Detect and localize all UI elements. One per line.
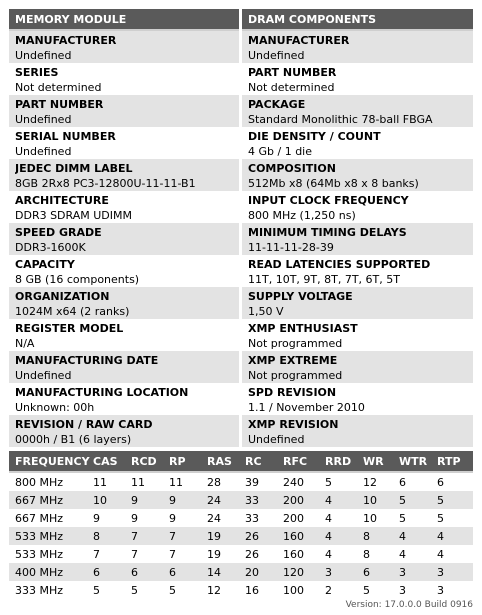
memory-module-label: JEDEC DIMM LABEL: [15, 162, 133, 175]
timing-cell: 800 MHz: [9, 472, 87, 491]
dram-component-row: [242, 319, 473, 351]
memory-module-row: [9, 255, 239, 287]
timing-cell: 7: [163, 527, 201, 545]
memory-module-row: [9, 31, 239, 63]
timing-cell: 120: [277, 563, 319, 581]
memory-module-value: Undefined: [15, 113, 72, 126]
timing-cell: 4: [319, 527, 357, 545]
dram-component-value: 11-11-11-28-39: [248, 241, 334, 254]
timing-cell: 19: [201, 527, 239, 545]
timing-column-header: FREQUENCY: [9, 451, 87, 472]
dram-component-row: [242, 255, 473, 287]
dram-component-value: Not programmed: [248, 369, 343, 382]
timing-cell: 3: [393, 563, 431, 581]
memory-module-value: Undefined: [15, 369, 72, 382]
timing-cell: 5: [357, 581, 393, 599]
timing-cell: 33: [239, 509, 277, 527]
timing-cell: 6: [357, 563, 393, 581]
timing-cell: 9: [125, 491, 163, 509]
timing-cell: 7: [125, 545, 163, 563]
memory-module-label: MANUFACTURER: [15, 34, 117, 47]
timing-cell: 4: [319, 509, 357, 527]
timing-cell: 4: [319, 491, 357, 509]
timing-column-header: RC: [239, 451, 277, 472]
dram-component-row: [242, 191, 473, 223]
dram-component-row: [242, 127, 473, 159]
dram-component-value: Not determined: [248, 81, 335, 94]
dram-component-value: 1,50 V: [248, 305, 284, 318]
memory-module-label: SERIAL NUMBER: [15, 130, 116, 143]
timing-cell: 11: [87, 472, 125, 491]
timing-cell: 5: [431, 491, 473, 509]
timing-cell: 4: [431, 545, 473, 563]
dram-component-label: SPD REVISION: [248, 386, 337, 399]
timing-row: [9, 527, 473, 545]
dram-component-label: MANUFACTURER: [248, 34, 350, 47]
timing-cell: 100: [277, 581, 319, 599]
dram-component-label: PART NUMBER: [248, 66, 337, 79]
memory-module-label: ARCHITECTURE: [15, 194, 109, 207]
dram-components-header: DRAM COMPONENTS: [242, 9, 473, 31]
timing-cell: 10: [357, 509, 393, 527]
timing-cell: 14: [201, 563, 239, 581]
memory-module-row: [9, 223, 239, 255]
timing-column-header: RAS: [201, 451, 239, 472]
timing-cell: 5: [393, 509, 431, 527]
timing-cell: 26: [239, 545, 277, 563]
timing-row: [9, 563, 473, 581]
timing-cell: 12: [357, 472, 393, 491]
memory-module-row: [9, 127, 239, 159]
timing-cell: 6: [393, 472, 431, 491]
memory-module-column: [9, 9, 239, 447]
dram-component-value: 4 Gb / 1 die: [248, 145, 313, 158]
memory-module-value: DDR3 SDRAM UDIMM: [15, 209, 132, 222]
timing-cell: 6: [87, 563, 125, 581]
timing-column-header: RCD: [125, 451, 163, 472]
timing-cell: 33: [239, 491, 277, 509]
dram-component-label: XMP REVISION: [248, 418, 339, 431]
timing-cell: 24: [201, 491, 239, 509]
dram-component-value: Undefined: [248, 433, 305, 446]
timing-cell: 4: [393, 527, 431, 545]
timing-cell: 9: [87, 509, 125, 527]
timing-cell: 19: [201, 545, 239, 563]
timing-cell: 3: [431, 581, 473, 599]
timing-row: [9, 581, 473, 599]
timing-cell: 533 MHz: [9, 527, 87, 545]
memory-module-label: PART NUMBER: [15, 98, 104, 111]
timing-cell: 10: [357, 491, 393, 509]
memory-module-value: Undefined: [15, 145, 72, 158]
memory-module-value: 8 GB (16 components): [15, 273, 140, 286]
dram-component-value: 1.1 / November 2010: [248, 401, 365, 414]
memory-module-row: [9, 319, 239, 351]
timing-cell: 533 MHz: [9, 545, 87, 563]
timing-column-header: WR: [357, 451, 393, 472]
timing-row: [9, 545, 473, 563]
memory-module-row: [9, 159, 239, 191]
timing-row: [9, 472, 473, 491]
memory-module-row: [9, 383, 239, 415]
dram-component-label: DIE DENSITY / COUNT: [248, 130, 381, 143]
memory-module-value: Unknown: 00h: [15, 401, 95, 414]
dram-component-row: [242, 95, 473, 127]
timing-cell: 11: [125, 472, 163, 491]
timing-cell: 2: [319, 581, 357, 599]
timing-row: [9, 491, 473, 509]
timing-cell: 4: [393, 545, 431, 563]
timing-column-header: WTR: [393, 451, 431, 472]
timing-header-row: [9, 451, 473, 472]
memory-module-value: 0000h / B1 (6 layers): [15, 433, 132, 446]
timing-cell: 8: [357, 527, 393, 545]
version-label: Version: 17.0.0.0 Build 0916: [345, 600, 473, 610]
spd-panels: [9, 9, 473, 447]
dram-component-row: [242, 159, 473, 191]
dram-component-value: Not programmed: [248, 337, 343, 350]
dram-component-value: Standard Monolithic 78-ball FBGA: [248, 113, 433, 126]
memory-module-value: Not determined: [15, 81, 102, 94]
timing-cell: 333 MHz: [9, 581, 87, 599]
dram-component-label: XMP EXTREME: [248, 354, 338, 367]
timing-cell: 400 MHz: [9, 563, 87, 581]
timing-cell: 9: [125, 509, 163, 527]
timing-cell: 200: [277, 509, 319, 527]
timing-cell: 3: [319, 563, 357, 581]
timing-cell: 8: [357, 545, 393, 563]
dram-component-label: INPUT CLOCK FREQUENCY: [248, 194, 409, 207]
timing-cell: 667 MHz: [9, 509, 87, 527]
timing-cell: 7: [163, 545, 201, 563]
dram-component-row: [242, 31, 473, 63]
dram-component-value: 512Mb x8 (64Mb x8 x 8 banks): [248, 177, 419, 190]
dram-component-value: Undefined: [248, 49, 305, 62]
dram-component-label: MINIMUM TIMING DELAYS: [248, 226, 407, 239]
timing-cell: 7: [87, 545, 125, 563]
timing-row: [9, 509, 473, 527]
memory-module-value: DDR3-1600K: [15, 241, 86, 254]
timing-cell: 7: [125, 527, 163, 545]
dram-component-label: PACKAGE: [248, 98, 306, 111]
timing-cell: 667 MHz: [9, 491, 87, 509]
dram-component-label: SUPPLY VOLTAGE: [248, 290, 353, 303]
timing-cell: 24: [201, 509, 239, 527]
memory-module-row: [9, 415, 239, 447]
memory-module-value: Undefined: [15, 49, 72, 62]
timing-cell: 16: [239, 581, 277, 599]
timing-cell: 39: [239, 472, 277, 491]
timing-cell: 4: [319, 545, 357, 563]
dram-component-label: READ LATENCIES SUPPORTED: [248, 258, 431, 271]
memory-module-label: MANUFACTURING LOCATION: [15, 386, 189, 399]
memory-module-label: CAPACITY: [15, 258, 75, 271]
timing-cell: 240: [277, 472, 319, 491]
timing-column-header: RFC: [277, 451, 319, 472]
dram-component-value: 11T, 10T, 9T, 8T, 7T, 6T, 5T: [248, 273, 400, 286]
timing-cell: 5: [431, 509, 473, 527]
timing-cell: 160: [277, 545, 319, 563]
memory-module-row: [9, 191, 239, 223]
dram-component-row: [242, 63, 473, 95]
timing-cell: 12: [201, 581, 239, 599]
timing-column-header: CAS: [87, 451, 125, 472]
memory-module-row: [9, 95, 239, 127]
timing-cell: 26: [239, 527, 277, 545]
dram-component-value: 800 MHz (1,250 ns): [248, 209, 356, 222]
timing-cell: 4: [431, 527, 473, 545]
dram-component-row: [242, 351, 473, 383]
dram-component-row: [242, 415, 473, 447]
memory-module-label: MANUFACTURING DATE: [15, 354, 159, 367]
timing-cell: 20: [239, 563, 277, 581]
timing-table: [9, 451, 473, 599]
timing-cell: 8: [87, 527, 125, 545]
dram-component-row: [242, 383, 473, 415]
memory-module-row: [9, 351, 239, 383]
timing-column-header: RP: [163, 451, 201, 472]
timing-cell: 6: [163, 563, 201, 581]
dram-component-row: [242, 287, 473, 319]
dram-component-row: [242, 223, 473, 255]
memory-module-value: 1024M x64 (2 ranks): [15, 305, 130, 318]
timing-cell: 5: [125, 581, 163, 599]
timing-cell: 10: [87, 491, 125, 509]
timing-cell: 5: [319, 472, 357, 491]
timing-cell: 5: [87, 581, 125, 599]
timing-cell: 9: [163, 491, 201, 509]
dram-component-label: XMP ENTHUSIAST: [248, 322, 358, 335]
dram-components-column: [242, 9, 473, 447]
timing-cell: 3: [393, 581, 431, 599]
timing-cell: 160: [277, 527, 319, 545]
memory-module-label: SPEED GRADE: [15, 226, 102, 239]
timing-column-header: RRD: [319, 451, 357, 472]
memory-module-label: REVISION / RAW CARD: [15, 418, 153, 431]
timing-cell: 6: [431, 472, 473, 491]
memory-module-row: [9, 287, 239, 319]
memory-module-header: MEMORY MODULE: [9, 9, 239, 31]
timing-cell: 11: [163, 472, 201, 491]
memory-module-value: 8GB 2Rx8 PC3-12800U-11-11-B1: [15, 177, 196, 190]
memory-module-label: REGISTER MODEL: [15, 322, 124, 335]
memory-module-value: N/A: [15, 337, 35, 350]
memory-module-row: [9, 63, 239, 95]
timing-cell: 28: [201, 472, 239, 491]
timing-cell: 9: [163, 509, 201, 527]
timing-cell: 5: [163, 581, 201, 599]
timing-cell: 3: [431, 563, 473, 581]
timing-cell: 200: [277, 491, 319, 509]
timing-cell: 5: [393, 491, 431, 509]
memory-module-label: ORGANIZATION: [15, 290, 110, 303]
timing-cell: 6: [125, 563, 163, 581]
memory-module-label: SERIES: [15, 66, 59, 79]
timing-column-header: RTP: [431, 451, 473, 472]
dram-component-label: COMPOSITION: [248, 162, 336, 175]
